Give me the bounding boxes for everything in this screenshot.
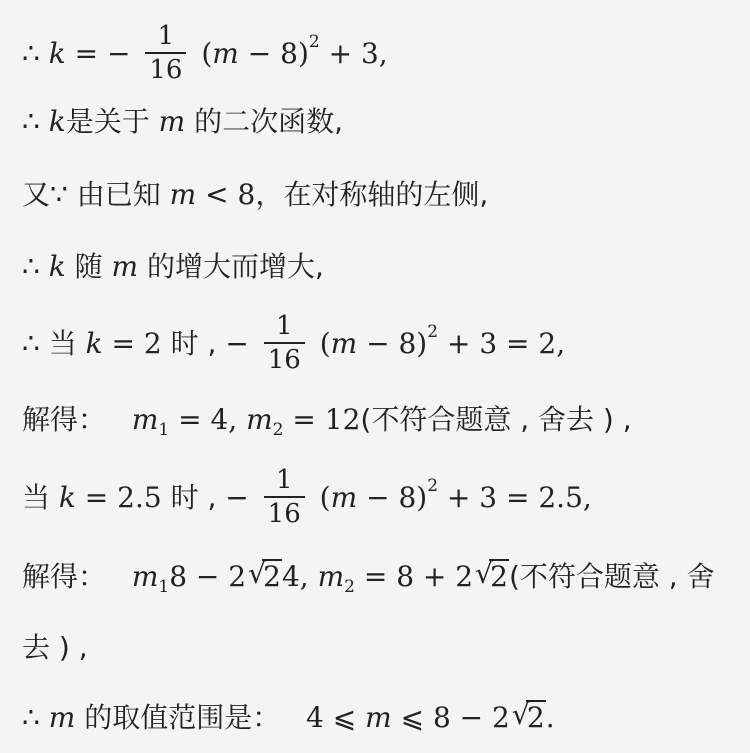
solution-line-7 [22, 465, 592, 529]
exponent: 2 [308, 32, 320, 52]
fraction-denominator: 16 [267, 499, 301, 529]
value: = 4, [178, 403, 238, 436]
subscript: 2 [272, 420, 284, 440]
fraction-numerator: 1 [275, 465, 293, 495]
left-paren: ( [319, 481, 331, 514]
expression-rest: + 3, [328, 37, 388, 70]
var-m: m [212, 37, 239, 70]
value: = 12 [292, 403, 361, 436]
value: 4, [281, 560, 309, 593]
text-segment: 的二次函数, [194, 105, 343, 138]
equation: = 2.5 [84, 481, 162, 514]
equation: = 2 [111, 327, 162, 360]
therefore-symbol: ∴ [22, 250, 40, 283]
var-m: m [158, 105, 186, 138]
because-symbol: ∵ [50, 178, 68, 211]
value: = 8 + 2 [363, 560, 474, 593]
var-m: m [365, 701, 392, 734]
solution-line-8 [22, 557, 715, 597]
var-k: k [85, 327, 103, 360]
var-m1: m [131, 560, 159, 593]
solution-line-9 [22, 628, 88, 668]
subscript: 1 [158, 420, 170, 440]
var-m2: m [246, 403, 273, 436]
var-k: k [48, 105, 66, 138]
fraction-bar [264, 496, 305, 498]
expression-rest: + 3 = 2, [446, 327, 566, 360]
text-segment: 解得： [22, 560, 107, 593]
text-segment: 时 , − [170, 327, 249, 360]
sqrt [248, 557, 282, 597]
fraction-bar [145, 52, 186, 54]
fraction [145, 21, 186, 85]
radicand: 2 [263, 560, 281, 593]
fraction-numerator: 1 [157, 21, 175, 51]
minus-eight: − 8) [366, 327, 428, 360]
fraction [264, 311, 305, 375]
solution-line-6 [22, 400, 632, 440]
var-k: k [58, 481, 76, 514]
expression-rest: + 3 = 2.5, [446, 481, 592, 514]
text-segment: 随 [74, 250, 103, 283]
radical-sign: √ [511, 698, 530, 731]
text-segment: (不符合题意 , 舍去 ) , [360, 403, 632, 436]
period: . [545, 701, 555, 734]
solution-line-1 [22, 21, 388, 85]
therefore-symbol: ∴ [22, 701, 40, 734]
radicand: 2 [490, 560, 508, 593]
text-segment: ，在对称轴的左侧, [255, 178, 489, 211]
exponent: 2 [427, 322, 439, 342]
exponent: 2 [427, 476, 439, 496]
text-segment: 是关于 [65, 105, 150, 138]
text-segment: 时 , − [170, 481, 249, 514]
sqrt [512, 698, 546, 738]
text-segment: 当 [48, 327, 77, 360]
minus-eight: − 8) [366, 481, 428, 514]
left-paren: ( [319, 327, 331, 360]
subscript: 1 [158, 577, 170, 597]
value: 8 − 2 [169, 560, 247, 593]
fraction-denominator: 16 [149, 55, 183, 85]
text-segment: 当 [22, 481, 51, 514]
value: 4 ⩽ [306, 701, 357, 734]
radical-sign: √ [248, 557, 266, 590]
left-paren: ( [201, 37, 213, 70]
equals-sign: = [74, 37, 99, 70]
minus-sign: − [106, 37, 131, 70]
text-segment: 的取值范围是： [84, 701, 281, 734]
solution-line-2 [22, 102, 343, 142]
var-k: k [48, 37, 66, 70]
radical-sign: √ [475, 557, 493, 590]
therefore-symbol: ∴ [22, 327, 40, 360]
solution-line-4 [22, 247, 324, 287]
var-m: m [169, 178, 197, 211]
condition: < 8 [205, 178, 256, 211]
var-m: m [48, 701, 76, 734]
value: ⩽ 8 − 2 [400, 701, 510, 734]
therefore-symbol: ∴ [22, 37, 40, 70]
solution-line-10 [22, 698, 555, 738]
var-m: m [330, 481, 358, 514]
radicand: 2 [526, 701, 545, 734]
fraction-bar [264, 342, 305, 344]
var-m: m [330, 327, 358, 360]
text-segment: 又 [22, 178, 51, 211]
var-m1: m [131, 403, 159, 436]
solution-line-3 [22, 175, 488, 215]
var-m2: m [317, 560, 345, 593]
text-segment: 由已知 [76, 178, 161, 211]
therefore-symbol: ∴ [22, 105, 40, 138]
solution-line-5 [22, 311, 566, 375]
fraction-denominator: 16 [267, 345, 301, 375]
sqrt [475, 557, 509, 597]
text-segment: 解得： [22, 403, 107, 436]
minus-eight: − 8) [247, 37, 309, 70]
text-segment: (不符合题意 , 舍 [508, 560, 715, 593]
subscript: 2 [344, 577, 355, 597]
fraction-numerator: 1 [275, 311, 293, 341]
var-k: k [48, 250, 66, 283]
var-m: m [111, 250, 139, 283]
fraction [264, 465, 305, 529]
text-segment: 的增大而增大, [147, 250, 324, 283]
text-segment: 去 ) , [22, 631, 88, 664]
